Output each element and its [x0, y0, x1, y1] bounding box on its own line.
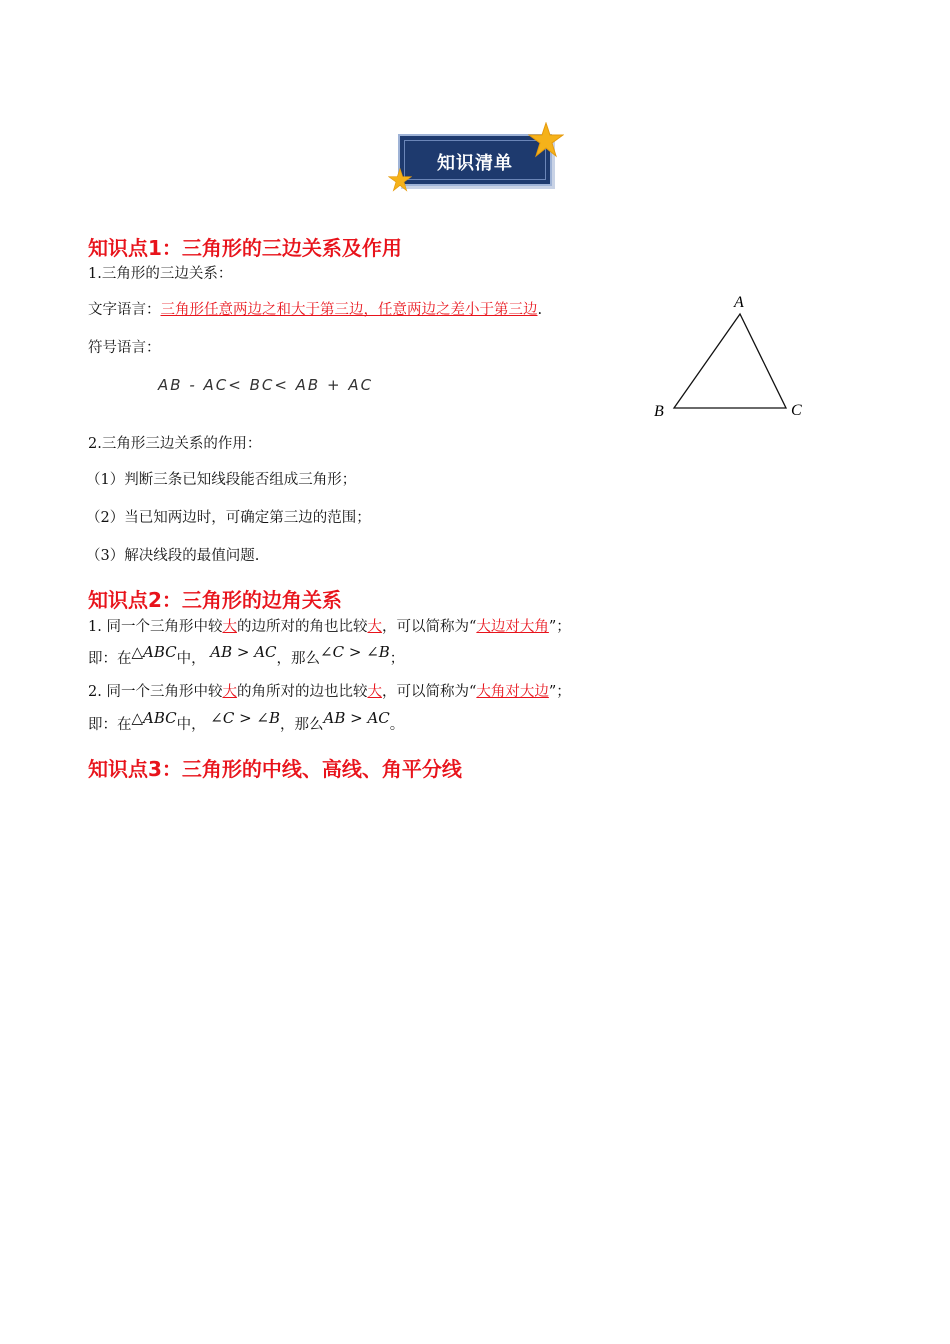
k1-use-2: （2）当已知两边时，可确定第三边的范围；: [86, 510, 371, 526]
k1-use-3: （3）解决线段的最值问题.: [86, 548, 260, 564]
triangle-figure: [648, 288, 818, 428]
k1-use-1: （1）判断三条已知线段能否组成三角形；: [86, 472, 357, 488]
vertex-a: A: [734, 294, 744, 311]
k2-line2: 2. 同一个三角形中较大的角所对的边也比较大，可以简称为“大角对大边”；: [88, 684, 571, 700]
vertex-c: C: [791, 402, 802, 419]
word-label: 文字语言：: [88, 302, 161, 318]
section-badge: [388, 122, 568, 194]
k2-line1b: 即：在△ABC中， AB > AC，那么∠C > ∠B；: [88, 643, 405, 667]
vertex-b: B: [654, 403, 664, 420]
heading-k1: 知识点1：三角形的三边关系及作用: [88, 236, 402, 260]
triangle-shape: [674, 314, 786, 408]
heading-k2: 知识点2：三角形的边角关系: [88, 588, 342, 612]
k1-symbol-label: 符号语言：: [88, 340, 161, 356]
k1-formula: AB - AC< BC< AB + AC: [158, 376, 374, 394]
k2-line2b: 即：在△ABC中， ∠C > ∠B，那么AB > AC。: [88, 709, 405, 733]
k2-line1: 1. 同一个三角形中较大的边所对的角也比较大，可以简称为“大边对大角”；: [88, 619, 571, 635]
badge-title: 知识清单: [437, 153, 513, 174]
k1-word-line: 文字语言：三角形任意两边之和大于第三边，任意两边之差小于第三边.: [88, 302, 543, 318]
k1-item1: 1.三角形的三边关系：: [88, 266, 233, 282]
heading-k3: 知识点3：三角形的中线、高线、角平分线: [88, 757, 462, 781]
star-icon: [388, 168, 412, 192]
star-icon: [528, 122, 564, 158]
k1-item2: 2.三角形三边关系的作用：: [88, 436, 262, 452]
word-text: 三角形任意两边之和大于第三边，任意两边之差小于第三边: [160, 302, 538, 318]
